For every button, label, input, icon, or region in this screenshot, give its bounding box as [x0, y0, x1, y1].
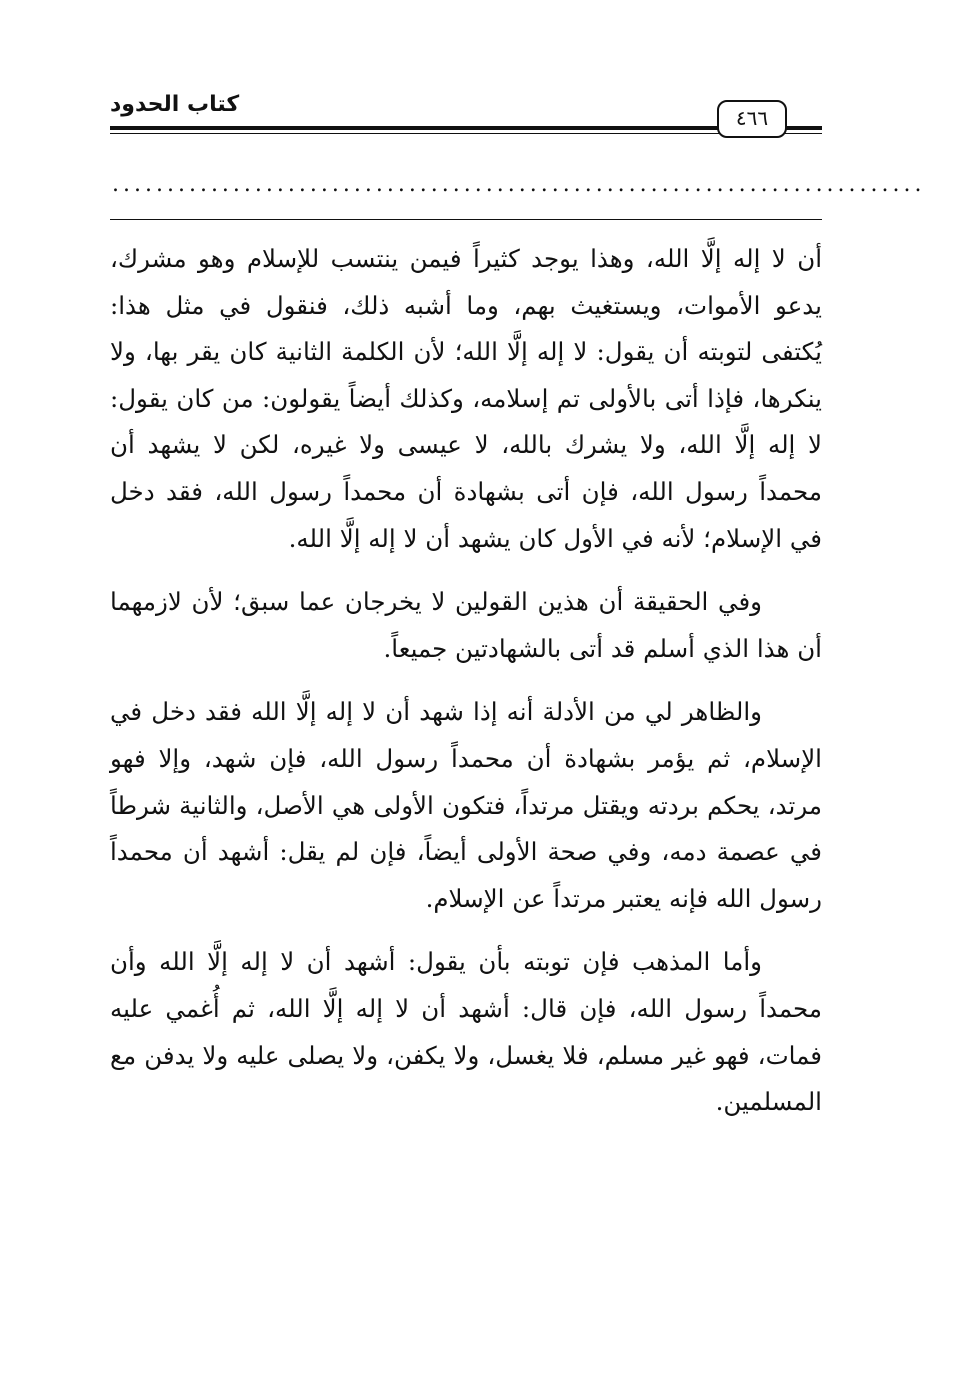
running-title: كتاب الحدود	[110, 92, 240, 117]
main-text	[110, 236, 822, 1143]
page-header	[110, 88, 822, 138]
separator-line	[110, 219, 822, 220]
paragraph-1: أن لا إله إلَّا الله، وهذا يوجد كثيراً فيمن ينتسب للإسلام وهو مشرك، يدعو الأموات، ويستغيث بهم، وما أشبه ذلك، فنقول في مثل هذا: يُكتفى لتوبته أن يقول: لا إله إلَّا الله؛ لأن الكلمة الثانية كان يقر بها، ولا ينكرها، فإذا أتى بالأولى تم إسلامه، وكذلك أيضاً يقولون: من كان يقول: لا إله إلَّا الله، ولا يشرك بالله، لا عيسى ولا غيره، لكن لا يشهد أن محمداً رسول الله، فإن أتى بشهادة أن محمداً رسول الله، فقد دخل في الإسلام؛ لأنه في الأول كان يشهد أن لا إله إلَّا الله.	[110, 244, 822, 553]
header-rule-thin	[110, 133, 822, 134]
dotted-separator: ..........................................................................	[112, 172, 926, 197]
page-number-badge: ٤٦٦	[717, 100, 787, 138]
paragraph-2: وفي الحقيقة أن هذين القولين لا يخرجان عما سبق؛ لأن لازمهما أن هذا الذي أسلم قد أتى بالشهادتين جميعاً.	[110, 587, 822, 663]
paragraph-3: والظاهر لي من الأدلة أنه إذا شهد أن لا إله إلَّا الله فقد دخل في الإسلام، ثم يؤمر بشهادة أن محمداً رسول الله، فإن شهد، وإلا فهو مرتد، يحكم بردته ويقتل مرتداً، فتكون الأولى هي الأصل، والثانية شرطاً في عصمة دمه، وفي صحة الأولى أيضاً، فإن لم يقل: أشهد أن محمداً رسول الله فإنه يعتبر مرتداً عن الإسلام.	[110, 697, 822, 913]
paragraph-4: وأما المذهب فإن توبته بأن يقول: أشهد أن لا إله إلَّا الله وأن محمداً رسول الله، فإن قال: أشهد أن لا إله إلَّا الله، ثم أُغمي عليه فمات، فهو غير مسلم، فلا يغسل، ولا يكفن، ولا يصلى عليه ولا يدفن مع المسلمين.	[110, 947, 822, 1117]
header-rule-thick	[110, 126, 822, 130]
